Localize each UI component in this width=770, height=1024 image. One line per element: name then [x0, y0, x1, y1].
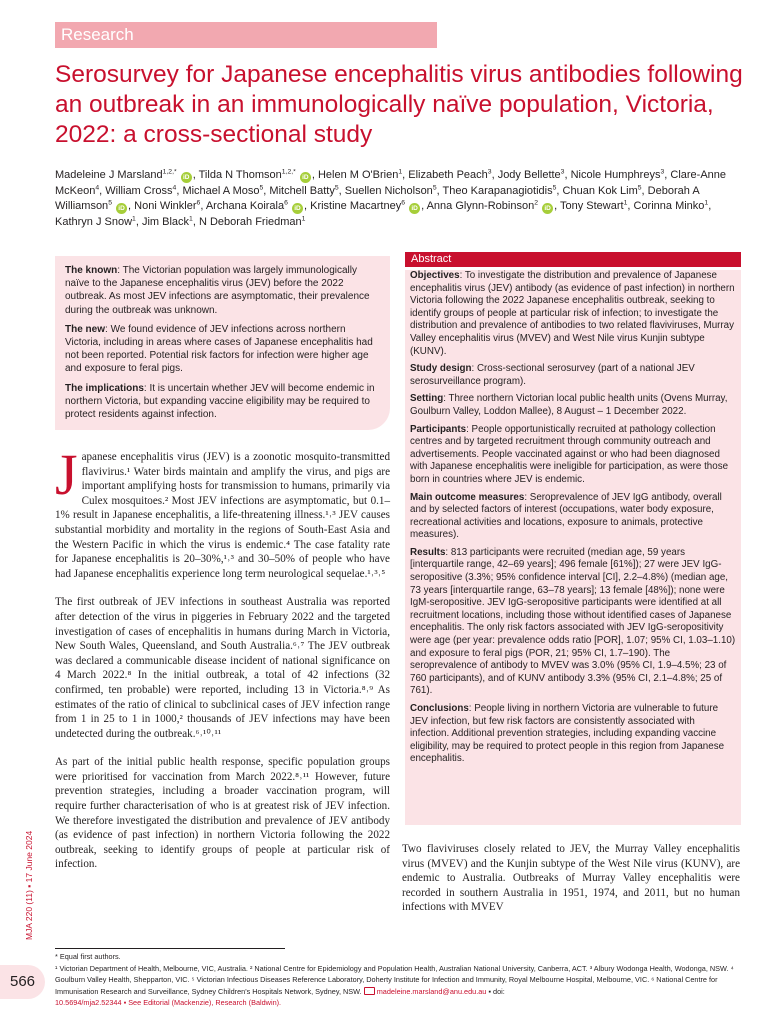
affiliations: ¹ Victorian Department of Health, Melbourne, VIC, Australia. ² National Centre for Epidemiology and Population Health, Australian National University, Canberra, ACT. ³ Albury Wodonga Health, Wodonga, NSW. ⁴ Goulburn Valley Health, Shepparton, VIC. ⁵ Victorian Infectious Diseases Reference Laboratory, Doherty Institute for Infection and Immunity, Royal Melbourne Hospital, Melbourne, VIC. ⁶ National Centre for Immunisation Research and Surveillance, Sydney Children's Hospitals Network, Sydney, NSW. madeleine.marsland@anu.edu.au ▪ doi:	[55, 963, 734, 996]
author-name: Kathryn J Snow	[55, 215, 133, 228]
author-affiliation: 3	[560, 168, 565, 176]
abstract-heading: Abstract	[405, 252, 741, 267]
author-name: Michael A Moso	[182, 184, 260, 197]
abstract-setting: Setting: Three northern Victorian local public health units (Ovens Murray, Goulburn Valley, Loddon Mallee), 8 August – 1 December 2022.	[410, 393, 728, 417]
key-points-box	[55, 256, 390, 430]
doi-line	[55, 997, 745, 1009]
author-affiliation: 6	[401, 199, 405, 207]
body-paragraph-4: Two flaviviruses closely related to JEV, the Murray Valley encephalitis virus (MVEV) and the Kunjin subtype of the West Nile virus (KUNV), are endemic to Australia. Outbreaks of Murray Valley encephalitis were recorded in southern Australia in 1951, 1974, and 2011, but no human infections with MVEV	[402, 843, 740, 914]
author-affiliation: 1	[132, 215, 136, 223]
author-name: Jim Black	[141, 215, 190, 228]
footnote-divider	[55, 948, 285, 949]
email-icon	[364, 987, 375, 995]
author-name: Helen M O'Brien	[317, 169, 399, 181]
author-name: Anna Glynn-Robinson	[426, 200, 535, 213]
body-paragraph-2: The first outbreak of JEV infections in southeast Australia was reported after detection of the virus in piggeries in February 2022 and the targeted investigation of cases of encephalitis in humans during March in Victoria, New South Wales, Queensland, and South Australia.⁶˒⁷ The JEV outbreak was declared a communicable disease incident of national significance on 4 March 2022.⁸ In the initial outbreak, a total of 42 infections (32 confirmed, ten probable) were reported, including 13 in Victoria.⁸˒⁹ As estimates of the ratio of clinical to subclinical cases of JEV infection range from 1 in 25 to 1 in 1000,² thousands of JEV infections may have been undetected during the outbreak.⁶˒¹⁰˒¹¹	[55, 596, 390, 740]
orcid-icon[interactable]: iD	[300, 172, 311, 183]
author-name: Elizabeth Peach	[408, 169, 488, 181]
author-name: Nicole Humphreys	[570, 169, 661, 181]
author-affiliation: 4	[95, 183, 100, 191]
the-implications: The implications: It is uncertain whether JEV will become endemic in northern Victoria, but expanding vaccine eligibility may be required to protect residents against infection.	[65, 382, 375, 421]
author-name: Archana Koirala	[205, 200, 285, 213]
author-name: Kristine Macartney	[310, 200, 402, 213]
author-affiliation: 2	[534, 199, 538, 207]
orcid-icon[interactable]: iD	[116, 203, 127, 214]
abstract-results: Results: 813 participants were recruited (median age, 59 years [interquartile range, 42–69 years]; 496 female [61%]); 27 were JEV IgG-seropositive (3.3%; 95% confidence interval [CI], 2.2–4.8%) (median age, 73 years [interquartile range, 63–78 years]; 13 female [48%]); none were IgM-seropositive. JEV IgG-seropositive participants were identified at all recruitment locations, including those without identified cases of Japanese encephalitis. The only risk factors associated with JEV IgG-seropositivity were age (per year: prevalence odds ratio [POR], 1.07; 95% CI, 1.03–1.10) and exposure to feral pigs (POR, 21; 95% CI, 1.7–190). The seroprevalence of antibody to MVEV was 3.0% (95% CI, 1.9–4.5%; 23 of 760 participants), and of KUNV antibody 3.3% (95% CI, 2.1–4.8%; 25 of 761).	[410, 546, 736, 697]
author-affiliation: 3	[487, 168, 492, 176]
email-link[interactable]: madeleine.marsland@anu.edu.au	[376, 986, 487, 996]
author-affiliation: 5	[432, 183, 437, 191]
author-affiliation: 4	[172, 183, 177, 191]
author-affiliation: 1	[301, 215, 306, 223]
editorial-link[interactable]: ▪ See Editorial (Mackenzie), Research (Baldwin).	[123, 998, 282, 1007]
author-name: Corinna Minko	[633, 200, 705, 213]
orcid-icon[interactable]: iD	[292, 203, 303, 214]
author-affiliation: 1,2,*	[281, 168, 296, 176]
the-known: The known: The Victorian population was largely immunologically naïve to the Japanese encephalitis virus (JEV) before the 2022 outbreak. As most JEV infections are asymptomatic, their prevalence during the outbreak was unknown.	[65, 265, 370, 316]
author-affiliation: 1	[189, 215, 193, 223]
journal-issue-label: MJA 220 (11) ▪ 17 June 2024	[24, 830, 34, 940]
body-column-right	[402, 842, 740, 915]
abstract-design: Study design: Cross-sectional serosurvey (part of a national JEV serosurveillance program).	[410, 363, 695, 387]
author-affiliation: 1	[398, 168, 403, 176]
author-name: N Deborah Friedman	[198, 215, 302, 228]
doi-label: ▪ doi:	[488, 986, 505, 996]
abstract-participants: Participants: People opportunistically recruited at pathology collection centres and by targeted recruitment through community outreach and advertisements. People vaccinated against or who had been diagnosed with Japanese encephalitis were ineligible for participation, as were those born in countries where JEV is endemic.	[410, 423, 729, 485]
author-affiliation: 5	[259, 183, 264, 191]
author-name: Theo Karapanagiotidis	[442, 184, 553, 197]
author-affiliation: 3	[660, 168, 665, 176]
abstract-conclusions: Conclusions: People living in northern Victoria are vulnerable to future JEV infection, but few risk factors are consistently associated with infection. Additional prevention strategies, including expanding vaccine eligibility, may be required to protect people in this region from Japanese encephalitis.	[410, 703, 725, 765]
article-title: Serosurvey for Japanese encephalitis virus antibodies following an outbreak in an immunologically naïve population, Victoria, 2022: a cross-sectional study	[55, 61, 743, 148]
author-name: Suellen Nicholson	[344, 184, 433, 197]
author-list: Madeleine J Marsland$^{1,2,*}$ iD , Tilda N Thomson$^{1,2,*}$ iD , Helen M O'Brien$^1$, Elizabeth Peach$^3$, Jody Bellette$^3$, Nicole Humphreys$^3$, Clare-Anne McKeon$^4$, William Cross$^4$, Michael A Moso$^5$, Mitchell Batty$^5$, Suellen Nicholson$^5$, Theo Karapanagiotidis$^5$, Chuan Kok Lim$^5$, Deborah A Williamson$^5$ iD , Noni Winkler$^6$, Archana Koirala$^6$ iD , Kristine Macartney$^6$ iD , Anna Glynn-Robinson$^2$ iD , Tony Stewart$^1$, Corinna Minko$^1$, Kathryn J Snow$^1$, Jim Black$^1$, N Deborah Friedman$^1$	[55, 168, 727, 228]
author-affiliation: 1,2,*	[162, 168, 177, 176]
author-affiliation: 1	[623, 199, 628, 207]
footnotes	[55, 948, 745, 1009]
author-affiliation: 5	[552, 183, 557, 191]
abstract-panel	[405, 270, 741, 825]
author-name: Noni Winkler	[134, 200, 197, 213]
author-affiliation: 6	[284, 199, 288, 207]
orcid-icon[interactable]: iD	[181, 172, 192, 183]
abstract-measures: Main outcome measures: Seroprevalence of JEV IgG antibody, overall and by selected factors of interest (occupations, water body exposure, recreational activities and locations, exposure to animals, protective measures).	[410, 491, 722, 541]
author-name: William Cross	[105, 184, 173, 197]
orcid-icon[interactable]: iD	[409, 203, 420, 214]
author-name: Clare-Anne McKeon	[55, 169, 727, 197]
section-banner: Research	[55, 22, 437, 48]
author-name: Mitchell Batty	[269, 184, 335, 197]
author-name: Tony Stewart	[559, 200, 624, 213]
author-name: Jody Bellette	[497, 169, 561, 181]
author-affiliation: 6	[196, 199, 201, 207]
equal-authors-note: * Equal first authors.	[55, 952, 121, 961]
the-new: The new: We found evidence of JEV infections across northern Victoria, including in areas where cases of Japanese encephalitis had not been reported. Potential risk factors for infection were higher age and exposure to feral pigs.	[65, 323, 373, 375]
body-paragraph-1: Japanese encephalitis virus (JEV) is a zoonotic mosquito-transmitted flavivirus.¹ Water birds maintain and amplify the virus, and pigs are important amplifying hosts for transmission to humans, primarily via Culex mosquitoes.² Most JEV infections are asymptomatic, but 0.1–1% result in Japanese encephalitis, a life-threatening illness.¹˒³ JEV causes substantial morbidity and mortality in the regions of South-East Asia and the Western Pacific in which the virus is endemic.⁴ The case fatality rate for Japanese encephalitis is 20–30%,¹˒³ and 30–50% of people who have had Japanese encephalitis experience long term neurological sequelae.¹˒³˒⁵	[55, 442, 390, 580]
author-affiliation: 1	[704, 199, 709, 207]
orcid-icon[interactable]: iD	[542, 203, 553, 214]
author-affiliation: 5	[108, 199, 112, 207]
author-name: Chuan Kok Lim	[562, 184, 638, 197]
author-name: Tilda N Thomson	[198, 169, 282, 181]
doi-link[interactable]: 10.5694/mja2.52344	[55, 998, 122, 1007]
body-column-left	[55, 442, 390, 886]
page-number: 566	[0, 965, 45, 999]
abstract-objectives: Objectives: To investigate the distribution and prevalence of Japanese encephalitis virus (JEV) antibody (as evidence of past infection) in northern Victoria following the 2022 Japanese encephalitis outbreak, seeking to identify groups of people at particular risk of infection; to investigate the distribution and prevalence of antibodies to two related flaviviruses, Murray Valley encephalitis virus (MVEV) and West Nile virus Kunjin subtype (KUNV).	[410, 270, 735, 357]
author-name: Madeleine J Marsland	[55, 169, 163, 181]
author-name: Deborah A Williamson	[55, 184, 700, 213]
body-paragraph-3: As part of the initial public health response, specific population groups were prioritised for vaccination from March 2022.⁸˒¹¹ However, future prevention strategies, including a broader vaccination program, will require further characterisation of who is at greatest risk of JEV infection. We therefore investigated the distribution and prevalence of JEV antibody (as evidence of past infection) in northern Victoria following the 2022 outbreak, seeking to identify groups of people at particular risk of infection.	[55, 756, 390, 871]
author-affiliation: 5	[334, 183, 339, 191]
author-affiliation: 5	[637, 183, 642, 191]
drop-cap: J	[55, 442, 78, 507]
